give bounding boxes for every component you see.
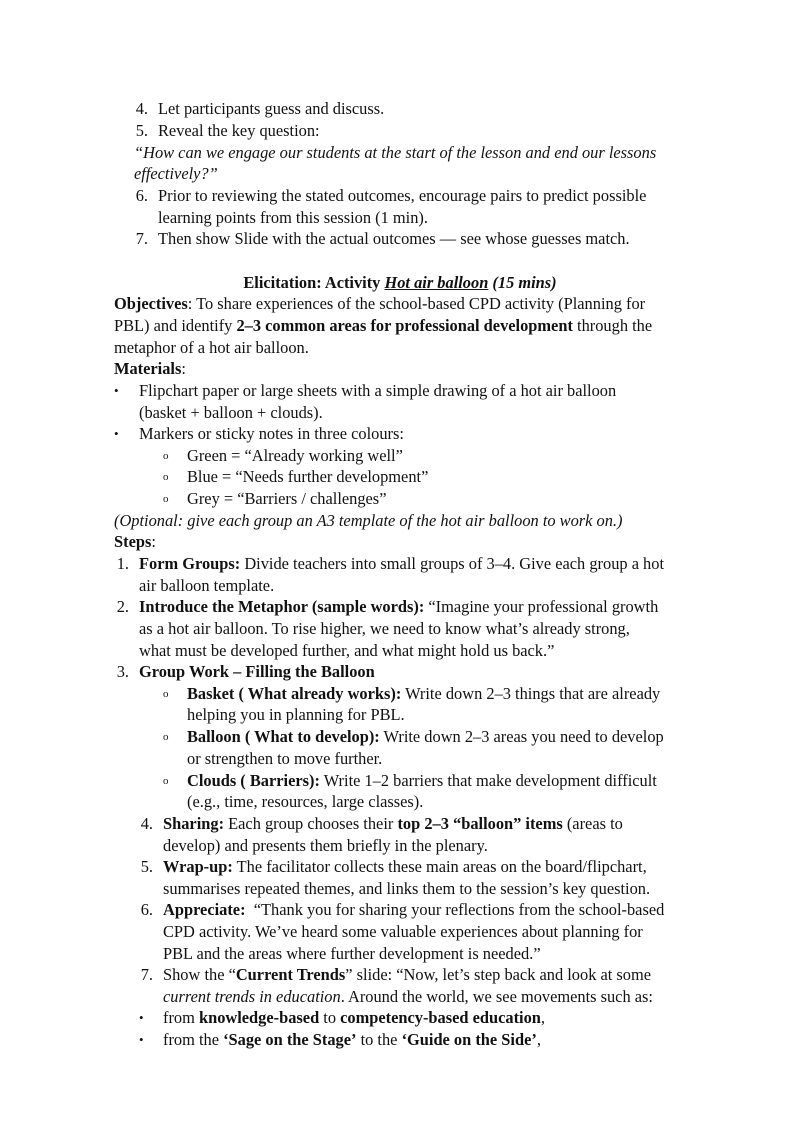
step-text: Introduce the Metaphor (sample words): “Imagine your professional growth [139,597,659,616]
step-text: CPD activity. We’ve heard some valuable experiences about planning for [163,922,643,941]
balloon-part-basket: helping you in planning for PBL. [187,705,405,724]
sub-bullet-icon: o [163,471,169,483]
list-number: 4. [135,99,148,118]
step-number: 4. [140,814,153,833]
list-number: 6. [135,186,148,205]
step-text: summarises repeated themes, and links them to the session’s key question. [163,879,651,898]
list-number: 5. [135,121,148,140]
step-text: Sharing: Each group chooses their top 2–3 “balloon” items (areas to [163,814,623,833]
list-item-text: learning points from this session (1 min). [158,208,428,227]
list-item-text: Prior to reviewing the stated outcomes, encourage pairs to predict possible [158,186,647,205]
step-text: what must be developed further, and what might hold us back.” [139,641,555,660]
step-text: Show the “Current Trends” slide: “Now, let’s step back and look at some [163,965,652,984]
bullet-icon: • [114,383,119,398]
optional-note: (Optional: give each group an A3 template of the hot air balloon to work on.) [114,511,623,530]
balloon-part-clouds: Clouds ( Barriers): Write 1–2 barriers that make development difficult [187,771,657,790]
list-number: 7. [135,229,148,248]
sub-bullet-icon: o [163,450,169,462]
trend-item: from the ‘Sage on the Stage’ to the ‘Guide on the Side’, [163,1030,541,1049]
colour-item: Grey = “Barriers / challenges” [187,489,387,508]
bullet-icon: • [114,426,119,441]
step-text: Form Groups: Divide teachers into small groups of 3–4. Give each group a hot [139,554,665,573]
list-item-text: Reveal the key question: [158,121,320,140]
objectives-line: metaphor of a hot air balloon. [114,338,309,357]
step-number: 6. [140,900,153,919]
activity-title: Hot air balloon [384,273,489,292]
section-heading: Elicitation: Activity Hot air balloon (15 mins) [243,273,557,292]
step-text: as a hot air balloon. To rise higher, we need to know what’s already strong, [139,619,630,638]
balloon-part-balloon: Balloon ( What to develop): Write down 2–3 areas you need to develop [187,727,664,746]
step-number: 5. [140,857,153,876]
bullet-icon: • [139,1032,144,1047]
step-text: current trends in education. Around the world, we see movements such as: [163,987,653,1006]
list-item-text: Then show Slide with the actual outcomes — see whose guesses match. [158,229,630,248]
step-text: Appreciate: “Thank you for sharing your reflections from the school-based [163,900,665,919]
objectives-line: Objectives: To share experiences of the school-based CPD activity (Planning for [114,294,646,313]
objectives-line: PBL) and identify 2–3 common areas for professional development through the [114,316,653,335]
sub-bullet-icon: o [163,731,169,743]
list-item-text: Flipchart paper or large sheets with a simple drawing of a hot air balloon [139,381,617,400]
list-item-text: Let participants guess and discuss. [158,99,385,118]
objectives-label: Objectives [114,294,188,313]
sub-bullet-icon: o [163,688,169,700]
balloon-part-clouds: (e.g., time, resources, large classes). [187,792,424,811]
step-number: 3. [116,662,129,681]
step-number: 7. [140,965,153,984]
materials-heading: Materials: [114,359,186,378]
step-number: 2. [116,597,129,616]
balloon-part-basket: Basket ( What already works): Write down 2–3 things that are already [187,684,661,703]
colour-item: Blue = “Needs further development” [187,467,429,486]
bullet-icon: • [139,1010,144,1025]
trend-item: from knowledge-based to competency-based education, [163,1008,546,1027]
step-text: Wrap-up: The facilitator collects these main areas on the board/flipchart, [163,857,647,876]
step-text: Group Work – Filling the Balloon [139,662,375,681]
balloon-part-balloon: or strengthen to move further. [187,749,383,768]
list-item-text: Markers or sticky notes in three colours: [139,424,404,443]
steps-heading: Steps: [114,532,156,551]
sub-bullet-icon: o [163,493,169,505]
key-question-line: effectively?” [134,164,218,183]
colour-item: Green = “Already working well” [187,446,403,465]
list-item-text: (basket + balloon + clouds). [139,403,323,422]
key-question-line: “How can we engage our students at the start of the lesson and end our lessons [134,143,657,162]
step-text: develop) and presents them briefly in the plenary. [163,836,488,855]
sub-bullet-icon: o [163,775,169,787]
step-text: air balloon template. [139,576,275,595]
step-text: PBL and the areas where further development is needed.” [163,944,541,963]
step-number: 1. [116,554,129,573]
